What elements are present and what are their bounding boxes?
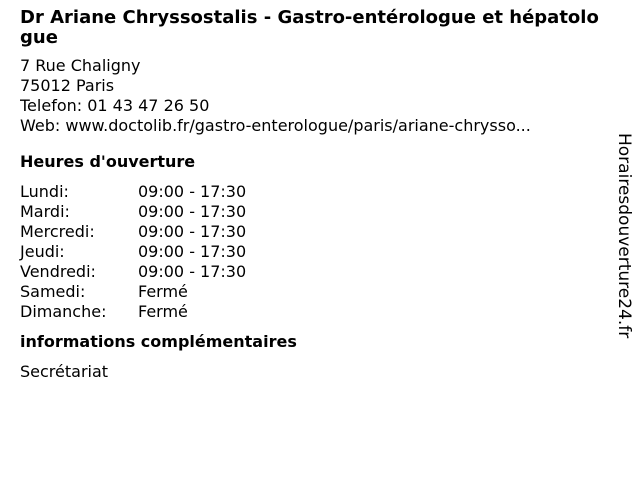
website-label: Web: (20, 116, 66, 135)
hours-day: Jeudi: (20, 242, 65, 261)
hours-time: Fermé (138, 282, 188, 301)
hours-time: 09:00 - 17:30 (138, 242, 247, 261)
phone-number[interactable]: Telefon: 01 43 47 26 50 (20, 96, 210, 115)
hours-row-wednesday (20, 222, 600, 242)
hours-day: Samedi: (20, 282, 86, 301)
hours-row-saturday (20, 282, 600, 302)
website-line (20, 116, 600, 136)
hours-day: Dimanche: (20, 302, 107, 321)
hours-row-sunday (20, 302, 600, 322)
business-title: Dr Ariane Chryssostalis - Gastro-entérologue et hépatologue (20, 7, 599, 48)
hours-time: 09:00 - 17:30 (138, 202, 247, 221)
address-street: 7 Rue Chaligny (20, 56, 141, 75)
additional-info-title: informations complémentaires (20, 332, 297, 351)
opening-hours-table (20, 182, 600, 322)
hours-day: Mardi: (20, 202, 70, 221)
hours-row-thursday (20, 242, 600, 262)
hours-day: Mercredi: (20, 222, 95, 241)
contact-block (20, 56, 600, 136)
hours-time: 09:00 - 17:30 (138, 222, 247, 241)
site-watermark: Horairesdouverture24.fr (614, 133, 634, 339)
hours-row-monday (20, 182, 600, 202)
opening-hours-title: Heures d'ouverture (20, 152, 196, 171)
hours-day: Lundi: (20, 182, 69, 201)
business-card (20, 8, 600, 382)
hours-row-friday (20, 262, 600, 282)
hours-row-tuesday (20, 202, 600, 222)
hours-time: 09:00 - 17:30 (138, 182, 247, 201)
hours-day: Vendredi: (20, 262, 96, 281)
additional-info-text: Secrétariat (20, 362, 109, 381)
hours-time: Fermé (138, 302, 188, 321)
address-city: 75012 Paris (20, 76, 115, 95)
hours-time: 09:00 - 17:30 (138, 262, 247, 281)
website-link[interactable]: www.doctolib.fr/gastro-enterologue/paris/ariane-chrysso... (65, 116, 531, 135)
